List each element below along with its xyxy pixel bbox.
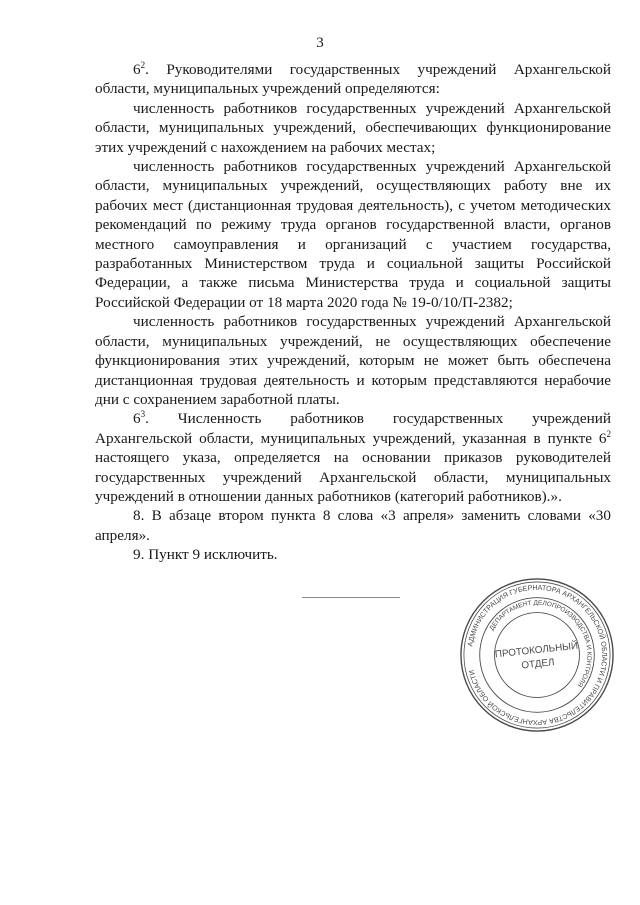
- paragraph-8: 8. В абзаце втором пункта 8 слова «3 апреля» заменить словами «30 апреля».: [95, 507, 611, 544]
- paragraph-remote-staff: численность работников государственных учреждений Архангельской области, муниципальных учреждений, осуществляющих работу вне их рабочих мест (дистанционная трудовая деятельность), с учетом методических рекомендаций по режиму труда органов государственной власти, органов местного самоуправления и организаций с участием государства, разработанных Министерством труда и социальной защиты Российской Федерации, а также письма Министерства труда и социальной защиты Российской Федерации от 18 марта 2020 года № 19-0/10/П-2382;: [95, 158, 611, 311]
- paragraph-6-3: $6^3$. Численность работников государственных учреждений Архангельской области, муниципальных учреждений, указанная в пункте $6^2$ настоящего указа, определяется на основании приказов руководителей государственных учреждений Архангельской области, муниципальных учреждений в отношении данных работников (категорий работников).».: [95, 409, 611, 505]
- paragraph-on-site-staff: численность работников государственных учреждений Архангельской области, муниципальных учреждений, обеспечивающих функционирование этих учреждений с нахождением на рабочих местах;: [95, 99, 611, 156]
- paragraph-6-2: $6^2$. Руководителями государственных учреждений Архангельской области, муниципальных учреждений определяются:: [95, 60, 611, 98]
- paragraph-non-working-staff: численность работников государственных учреждений Архангельской области, муниципальных учреждений, не осуществляющих обеспечение функционирования этих учреждений, которым не может быть обеспечена дистанционная трудовая деятельность и которым представляются нерабочие дни с сохранением заработной платы.: [95, 313, 611, 408]
- seal-inner-ring-text: ДЕПАРТАМЕНТ ДЕЛОПРОИЗВОДСТВА И КОНТРОЛЯ: [488, 599, 593, 689]
- seal-center-text-line1: ПРОТОКОЛЬНЫЙ: [494, 640, 579, 661]
- page-number: 3: [316, 35, 324, 51]
- document-body: [95, 60, 611, 565]
- paragraph-9: 9. Пункт 9 исключить.: [133, 546, 278, 564]
- seal-center-text-line2: ОТДЕЛ: [520, 657, 556, 672]
- official-seal-stamp: [458, 576, 616, 734]
- seal-outer-ring-text: АДМИНИСТРАЦИЯ ГУБЕРНАТОРА АРХАНГЕЛЬСКОЙ ОБЛАСТИ И ПРАВИТЕЛЬСТВА АРХАНГЕЛЬСКОЙ ОБЛАСТИ: [466, 583, 609, 727]
- end-separator-line: [302, 597, 400, 598]
